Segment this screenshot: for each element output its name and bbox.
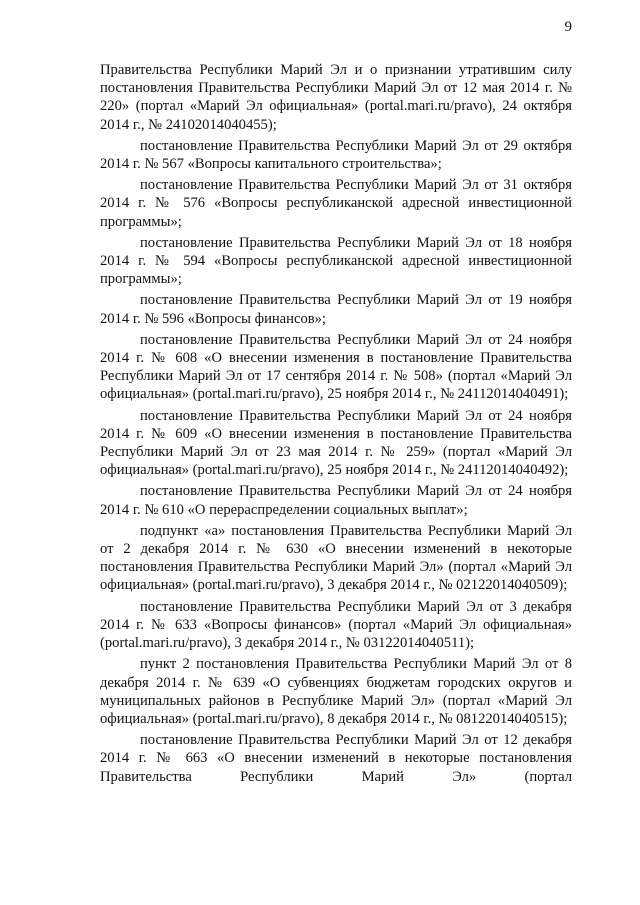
- paragraph-item: подпункт «а» постановления Правительства Республики Марий Эл от 2 декабря 2014 г. № 630 «О внесении изменений в некоторые постановления Правительства Республики Марий Эл» (портал «Марий Эл официальная» (portal.mari.ru/pravo), 3 декабря 2014 г., № 02122014040509);: [100, 522, 572, 594]
- paragraph-item: постановление Правительства Республики Марий Эл от 31 октября 2014 г. № 576 «Вопросы республиканской адресной инвестиционной программы»;: [100, 177, 572, 230]
- paragraph-item: постановление Правительства Республики Марий Эл от 29 октября 2014 г. № 567 «Вопросы капитального строительства»;: [100, 137, 572, 173]
- paragraph-continuation: Правительства Республики Марий Эл и о признании утратившим силу постановления Правительства Республики Марий Эл от 12 мая 2014 г. № 220» (портал «Марий Эл официальная» (portal.mari.ru/pravo), 24 октября 2014 г., № 24102014040455);: [100, 62, 572, 133]
- paragraph-item: постановление Правительства Республики Марий Эл от 24 ноября 2014 г. № 609 «О внесении изменения в постановление Правительства Республики Марий Эл от 23 мая 2014 г. № 259» (портал «Марий Эл официальная» (portal.mari.ru/pravo), 25 ноября 2014 г., № 24112014040492);: [100, 407, 572, 479]
- page-number: 9: [564, 19, 572, 35]
- paragraph-item: постановление Правительства Республики Марий Эл от 24 ноября 2014 г. № 608 «О внесении изменения в постановление Правительства Республики Марий Эл от 17 сентября 2014 г. № 508» (портал «Марий Эл официальная» (portal.mari.ru/pravo), 25 ноября 2014 г., № 24112014040491);: [100, 331, 572, 403]
- paragraph-item: постановление Правительства Республики Марий Эл от 12 декабря 2014 г. № 663 «О внесении изменений в некоторые постановления Правительства Республики Марий Эл» (портал: [100, 732, 572, 785]
- paragraph-item: постановление Правительства Республики Марий Эл от 24 ноября 2014 г. № 610 «О перераспределении социальных выплат»;: [100, 483, 572, 518]
- paragraph-item: постановление Правительства Республики Марий Эл от 3 декабря 2014 г. № 633 «Вопросы финансов» (портал «Марий Эл официальная» (portal.mari.ru/pravo), 3 декабря 2014 г., № 03122014040511);: [100, 598, 572, 652]
- document-body: [100, 61, 572, 786]
- paragraph-item: постановление Правительства Республики Марий Эл от 18 ноября 2014 г. № 594 «Вопросы республиканской адресной инвестиционной программы»;: [100, 234, 572, 288]
- paragraph-item: пункт 2 постановления Правительства Республики Марий Эл от 8 декабря 2014 г. № 639 «О субвенциях бюджетам городских округов и муниципальных районов в Республике Марий Эл» (портал «Марий Эл официальная» (portal.mari.ru/pravo), 8 декабря 2014 г., № 08122014040515);: [100, 656, 572, 727]
- paragraph-item: постановление Правительства Республики Марий Эл от 19 ноября 2014 г. № 596 «Вопросы финансов»;: [100, 292, 572, 327]
